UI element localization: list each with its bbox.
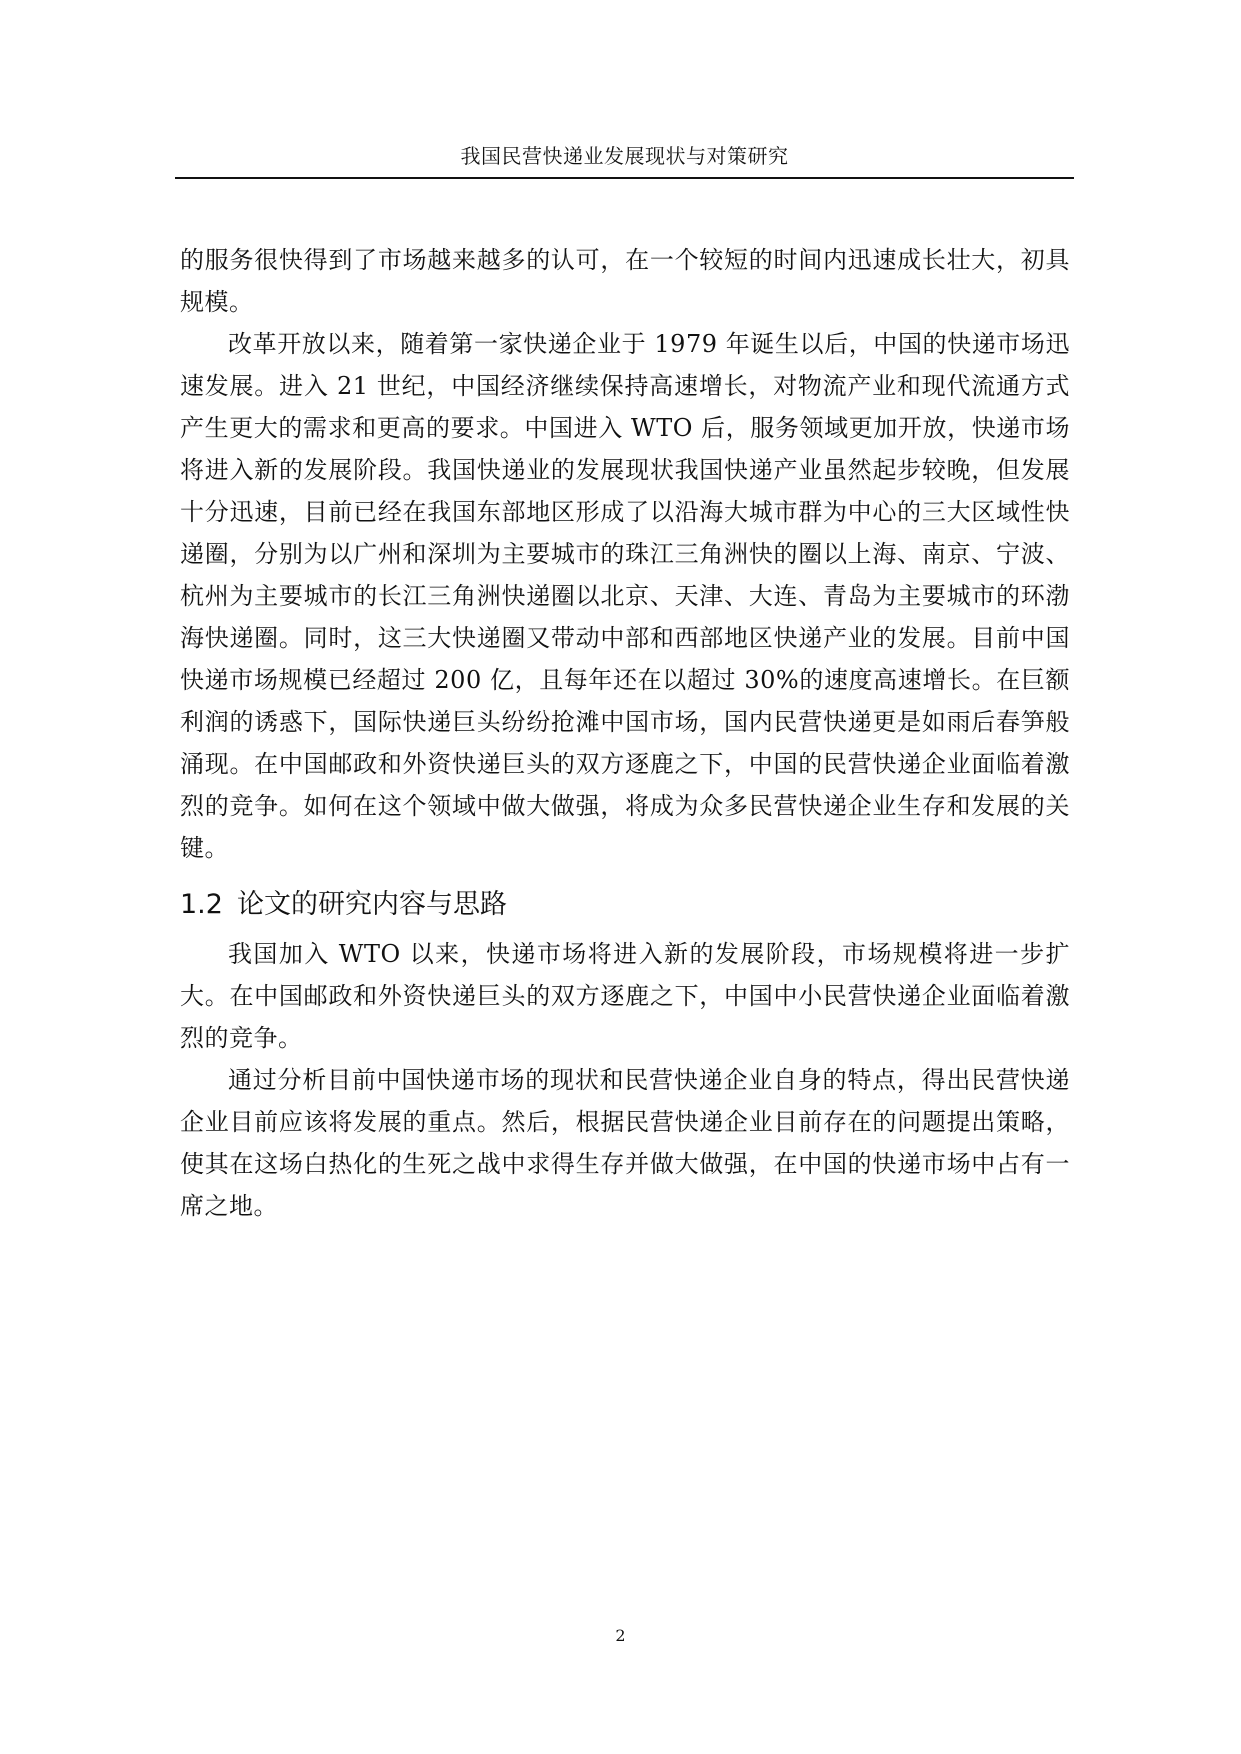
section-title: 论文的研究内容与思路	[236, 889, 507, 920]
page-number: 2	[615, 1626, 626, 1645]
paragraph-continued: 的服务很快得到了市场越来越多的认可，在一个较短的时间内迅速成长壮大，初具规模。	[180, 246, 1070, 316]
section-number: 1.2	[180, 889, 223, 920]
section-heading	[180, 883, 1070, 927]
header-divider	[175, 177, 1074, 179]
body-text	[180, 239, 1070, 1227]
paragraph: 我国加入 WTO 以来，快递市场将进入新的发展阶段，市场规模将进一步扩大。在中国邮政和外资快递巨头的双方逐鹿之下，中国中小民营快递企业面临着激烈的竞争。	[180, 940, 1070, 1052]
paragraph: 通过分析目前中国快递市场的现状和民营快递企业自身的特点，得出民营快递企业目前应该将发展的重点。然后，根据民营快递企业目前存在的问题提出策略，使其在这场白热化的生死之战中求得生存并做大做强，在中国的快递市场中占有一席之地。	[180, 1066, 1070, 1220]
paragraph: 改革开放以来，随着第一家快递企业于 1979 年诞生以后，中国的快递市场迅速发展。进入 21 世纪，中国经济继续保持高速增长，对物流产业和现代流通方式产生更大的需求和更高的要求。中国进入 WTO 后，服务领域更加开放，快递市场将进入新的发展阶段。我国快递业的发展现状我国快递产业虽然起步较晚，但发展十分迅速，目前已经在我国东部地区形成了以沿海大城市群为中心的三大区域性快递圈，分别为以广州和深圳为主要城市的珠江三角洲快的圈以上海、南京、宁波、杭州为主要城市的长江三角洲快递圈以北京、天津、大连、青岛为主要城市的环渤海快递圈。同时，这三大快递圈又带动中部和西部地区快递产业的发展。目前中国快递市场规模已经超过 200 亿，且每年还在以超过 30%的速度高速增长。在巨额利润的诱惑下，国际快递巨头纷纷抢滩中国市场，国内民营快递更是如雨后春笋般涌现。在中国邮政和外资快递巨头的双方逐鹿之下，中国的民营快递企业面临着激烈的竞争。如何在这个领域中做大做强，将成为众多民营快递企业生存和发展的关键。	[180, 330, 1070, 862]
running-header: 我国民营快递业发展现状与对策研究	[460, 144, 789, 168]
